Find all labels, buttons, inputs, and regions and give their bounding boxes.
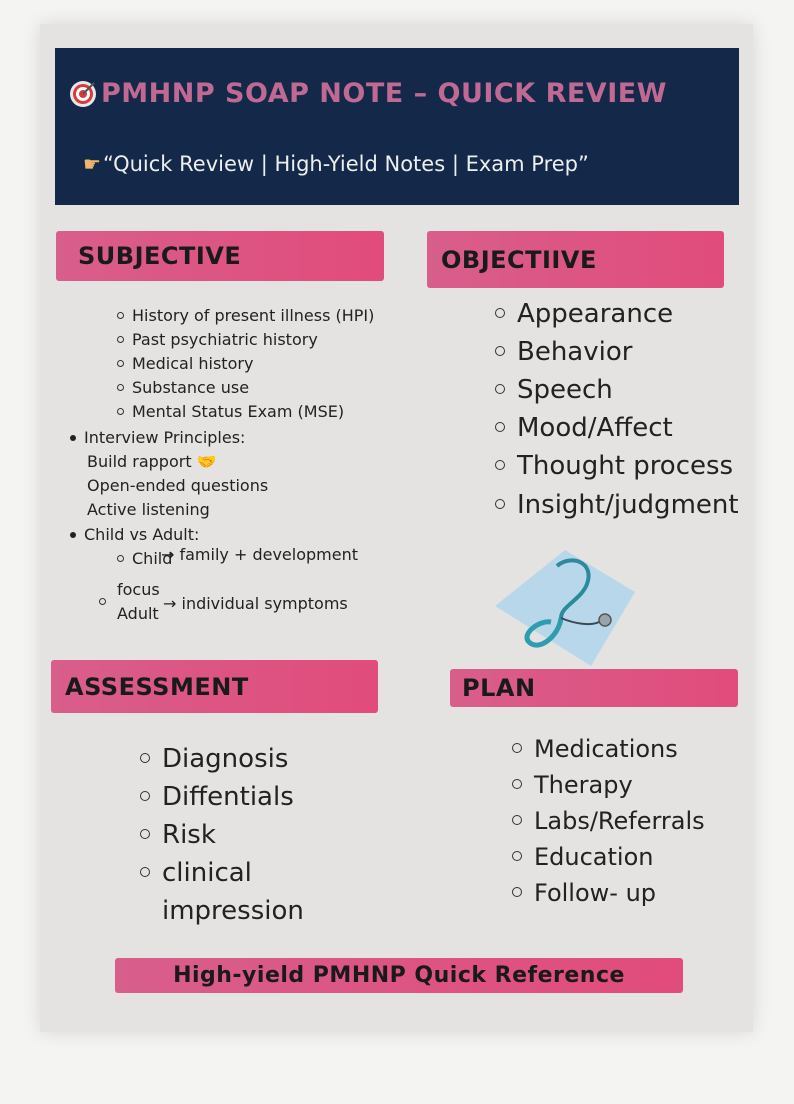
- list-item: Appearance: [495, 299, 673, 329]
- objective-heading: OBJECTIIVE: [427, 231, 724, 288]
- child-item-focus: focus: [117, 580, 160, 599]
- list-item: Mood/Affect: [495, 413, 673, 443]
- assessment-heading: ASSESSMENT: [51, 660, 378, 713]
- list-item: Labs/Referrals: [512, 807, 705, 835]
- list-item: Mental Status Exam (MSE): [117, 400, 344, 424]
- list-item: clinical: [140, 858, 252, 888]
- page-title-row: [69, 78, 667, 109]
- list-item: Medications: [512, 735, 678, 763]
- adult-item-detail: → individual symptoms: [163, 594, 348, 613]
- adult-bullet: [99, 590, 114, 614]
- target-icon: [69, 80, 97, 108]
- interview-line: Open-ended questions: [87, 476, 269, 495]
- list-item: History of present illness (HPI): [117, 304, 374, 328]
- interview-line: Build rapport 🤝: [87, 452, 217, 471]
- list-item: Insight/judgment: [495, 490, 739, 520]
- list-item: Thought process: [495, 451, 733, 481]
- interview-line: Active listening: [87, 500, 210, 519]
- plan-heading: PLAN: [450, 669, 738, 707]
- list-item: Diffentials: [140, 782, 294, 812]
- list-item: Risk: [140, 820, 216, 850]
- child-vs-adult-heading: Child vs Adult:: [70, 523, 199, 547]
- child-item-detail: → family + development: [161, 545, 358, 564]
- footer-banner: High-yield PMHNP Quick Reference: [115, 958, 683, 993]
- list-item: Diagnosis: [140, 744, 288, 774]
- page-subtitle: “Quick Review | High-Yield Notes | Exam Prep”: [102, 152, 589, 176]
- interview-principles-heading: Interview Principles:: [70, 426, 245, 450]
- soap-note-sheet: [40, 24, 753, 1032]
- list-item-continuation: impression: [162, 896, 304, 926]
- subjective-heading: SUBJECTIVE: [56, 231, 384, 281]
- list-item: Past psychiatric history: [117, 328, 318, 352]
- child-item: Child: [117, 547, 172, 571]
- header-panel: [55, 48, 739, 205]
- list-item: Substance use: [117, 376, 249, 400]
- list-item: Speech: [495, 375, 613, 405]
- pointing-hand-icon: ☛: [83, 152, 101, 176]
- header-subtitle-row: [83, 152, 589, 176]
- stethoscope-icon: [495, 544, 635, 666]
- adult-item: Adult: [117, 604, 159, 623]
- list-item: Follow- up: [512, 879, 656, 907]
- page-title: PMHNP SOAP NOTE – QUICK REVIEW: [101, 78, 667, 109]
- list-item: Education: [512, 843, 653, 871]
- list-item: Behavior: [495, 337, 632, 367]
- list-item: Therapy: [512, 771, 633, 799]
- list-item: Medical history: [117, 352, 253, 376]
